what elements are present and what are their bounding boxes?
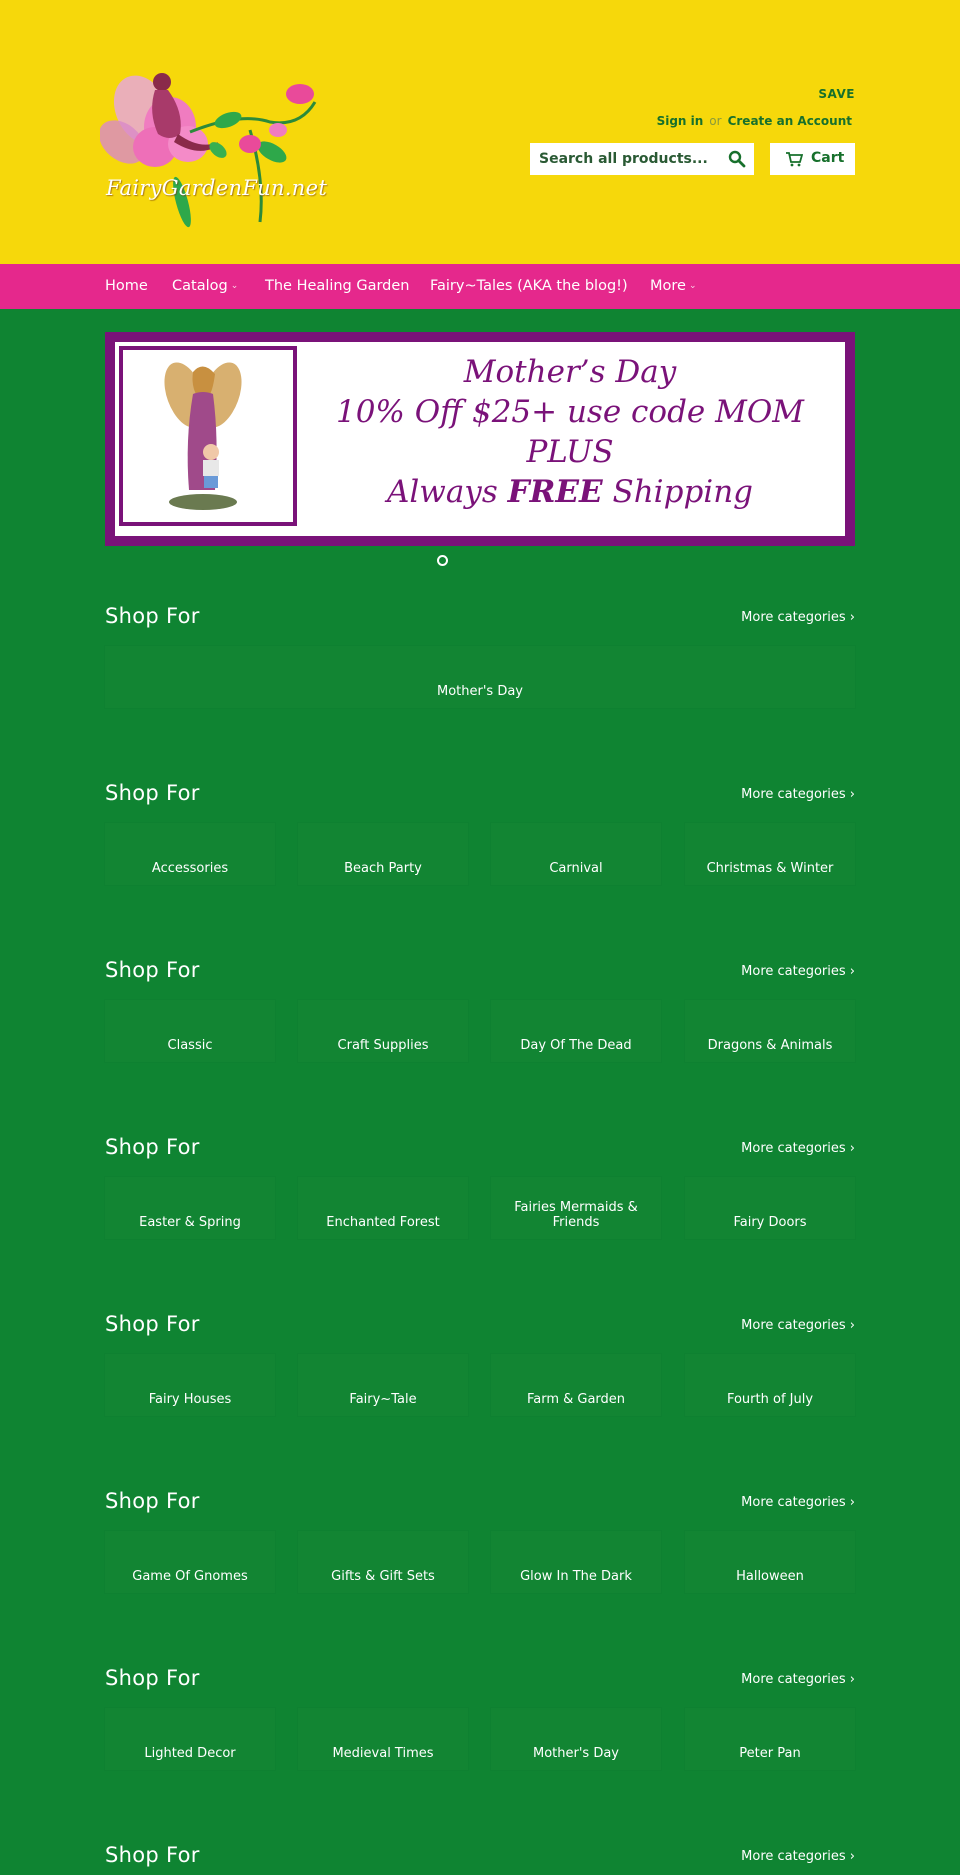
category-label: Carnival	[549, 861, 603, 876]
category-tile[interactable]	[105, 1000, 275, 1062]
banner-line-4-c: Shipping	[602, 474, 754, 510]
category-label: Fairies Mermaids & Friends	[514, 1200, 638, 1230]
section-title: Shop For	[105, 604, 200, 628]
category-label: Fairy Doors	[733, 1215, 807, 1230]
section-title: Shop For	[105, 1666, 200, 1690]
category-label: Gifts & Gift Sets	[331, 1569, 435, 1584]
category-tile[interactable]	[491, 1000, 661, 1062]
category-tile[interactable]	[491, 823, 661, 885]
nav-item-label: The Healing Garden	[265, 278, 410, 294]
category-label: Farm & Garden	[526, 1392, 626, 1407]
chevron-down-icon: ⌄	[230, 281, 239, 291]
category-tile[interactable]	[491, 1354, 661, 1416]
section-title: Shop For	[105, 781, 200, 805]
cart-icon	[785, 152, 803, 167]
category-label: Peter Pan	[739, 1746, 801, 1761]
more-categories-link[interactable]: More categories ›	[741, 1318, 855, 1333]
category-label: Craft Supplies	[337, 1038, 429, 1053]
category-tile[interactable]	[105, 823, 275, 885]
category-tile[interactable]	[491, 1708, 661, 1770]
category-label: Fairy~Tale	[349, 1392, 417, 1407]
main-nav	[0, 264, 960, 309]
nav-item-label: Home	[105, 278, 148, 294]
category-tile[interactable]	[685, 1354, 855, 1416]
category-label: Enchanted Forest	[326, 1215, 440, 1230]
category-label: Game Of Gnomes	[132, 1569, 248, 1584]
sign-in-link[interactable]: Sign in	[656, 114, 704, 128]
category-tile[interactable]	[685, 1177, 855, 1239]
slider-dot[interactable]	[437, 555, 448, 566]
category-label: Beach Party	[344, 861, 422, 876]
or-separator: or	[709, 114, 722, 128]
create-account-link[interactable]: Create an Account	[727, 114, 852, 128]
nav-item-catalog[interactable]	[172, 278, 238, 294]
banner-text	[305, 352, 835, 512]
fairy-mother-figurine-image	[123, 350, 293, 522]
more-categories-link[interactable]: More categories ›	[741, 1672, 855, 1687]
category-tile[interactable]	[685, 1000, 855, 1062]
category-tile[interactable]	[685, 1531, 855, 1593]
nav-item-label: Fairy~Tales (AKA the blog!)	[430, 278, 628, 294]
banner-line-3: PLUS	[526, 434, 614, 470]
category-label: Halloween	[736, 1569, 804, 1584]
more-categories-link[interactable]: More categories ›	[741, 787, 855, 802]
section-title: Shop For	[105, 958, 200, 982]
category-tile[interactable]	[491, 1531, 661, 1593]
cart-label: Cart	[811, 150, 845, 166]
cart-button[interactable]	[770, 143, 855, 175]
section-title: Shop For	[105, 1489, 200, 1513]
category-tile[interactable]	[105, 646, 855, 708]
category-label: Glow In The Dark	[520, 1569, 632, 1584]
nav-item-label: Catalog	[172, 278, 228, 294]
nav-item-label: More	[650, 278, 686, 294]
category-label: Fourth of July	[726, 1392, 814, 1407]
site-header	[0, 0, 960, 264]
category-label: Classic	[167, 1038, 213, 1053]
more-categories-link[interactable]: More categories ›	[741, 610, 855, 625]
category-label: Lighted Decor	[144, 1746, 236, 1761]
category-label: Easter & Spring	[139, 1215, 241, 1230]
nav-item-fairy-tales[interactable]	[430, 278, 628, 294]
category-tile[interactable]	[298, 1531, 468, 1593]
banner-line-2: 10% Off $25+ use code MOM	[335, 394, 805, 430]
category-tile[interactable]	[298, 1000, 468, 1062]
promo-label: SAVE	[818, 87, 855, 101]
fairy-logo[interactable]	[100, 72, 340, 242]
more-categories-link[interactable]: More categories ›	[741, 1495, 855, 1510]
category-label: Mother's Day	[533, 1746, 619, 1761]
chevron-down-icon: ⌄	[688, 281, 697, 291]
promo-banner-slide[interactable]	[105, 332, 855, 546]
banner-line-4-b: FREE	[507, 474, 603, 510]
section-title: Shop For	[105, 1843, 200, 1867]
category-tile[interactable]	[685, 823, 855, 885]
banner-figurine-frame	[119, 346, 297, 526]
category-tile[interactable]	[298, 823, 468, 885]
search-input[interactable]	[530, 143, 710, 175]
banner-line-4-a: Always	[386, 474, 508, 510]
banner-line-4	[305, 472, 835, 512]
category-tile[interactable]	[298, 1354, 468, 1416]
category-tile[interactable]	[105, 1177, 275, 1239]
account-links	[657, 114, 852, 128]
more-categories-link[interactable]: More categories ›	[741, 964, 855, 979]
section-title: Shop For	[105, 1135, 200, 1159]
nav-item-healing-garden[interactable]	[265, 278, 410, 294]
nav-item-more[interactable]	[650, 278, 697, 294]
category-label: Dragons & Animals	[707, 1038, 833, 1053]
category-tile[interactable]	[105, 1708, 275, 1770]
category-label: Medieval Times	[332, 1746, 434, 1761]
banner-panel	[115, 342, 845, 536]
logo-text[interactable]: FairyGardenFun.net	[106, 176, 328, 200]
search-icon[interactable]	[728, 150, 746, 168]
category-tile[interactable]	[491, 1177, 661, 1239]
more-categories-link[interactable]: More categories ›	[741, 1141, 855, 1156]
category-label: Day Of The Dead	[520, 1038, 632, 1053]
category-tile[interactable]	[298, 1708, 468, 1770]
search-form	[530, 143, 754, 175]
category-tile[interactable]	[298, 1177, 468, 1239]
category-label: Fairy Houses	[148, 1392, 232, 1407]
more-categories-link[interactable]: More categories ›	[741, 1849, 855, 1864]
nav-item-home[interactable]	[105, 278, 148, 294]
category-tile[interactable]	[105, 1354, 275, 1416]
category-label: Accessories	[151, 861, 229, 876]
section-title: Shop For	[105, 1312, 200, 1336]
category-tile[interactable]	[685, 1708, 855, 1770]
category-label: Mother's Day	[437, 684, 523, 699]
banner-line-1: Mother’s Day	[463, 354, 677, 390]
category-label: Christmas & Winter	[706, 861, 834, 876]
category-tile[interactable]	[105, 1531, 275, 1593]
